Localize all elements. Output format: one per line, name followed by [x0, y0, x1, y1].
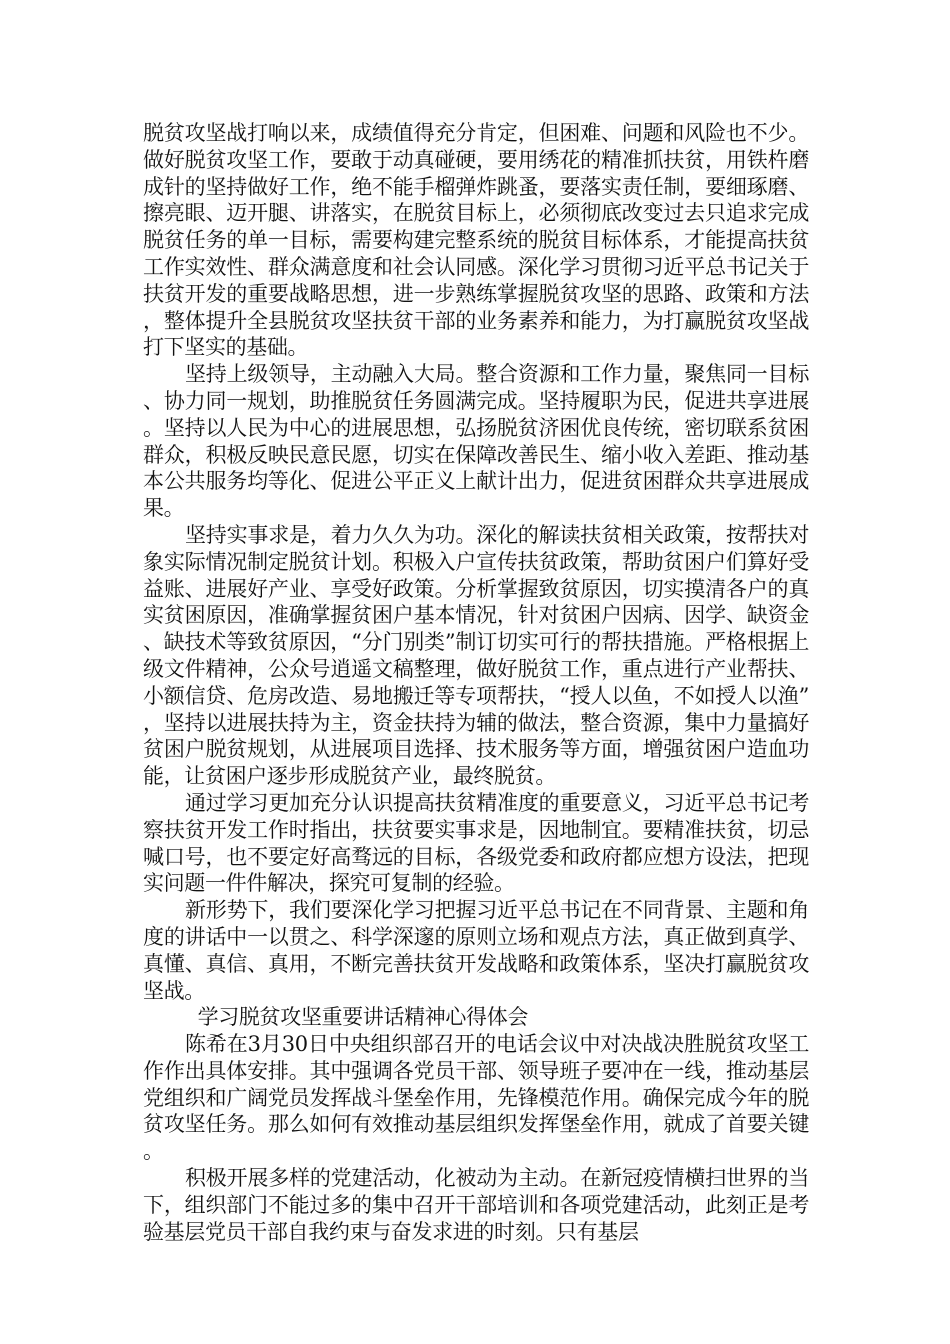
- paragraph-5: 新形势下，我们要深化学习把握习近平总书记在不同背景、主题和角度的讲话中一以贯之、科学深邃的原则立场和观点方法，真正做到真学、真懂、真信、真用，不断完善扶贫开发战略和政策体系，坚决打赢脱贫攻坚战。: [143, 898, 809, 1003]
- paragraph-1: 脱贫攻坚战打响以来，成绩值得充分肯定，但困难、问题和风险也不少。做好脱贫攻坚工作，要敢于动真碰硬，要用绣花的精准抓扶贫，用铁杵磨成针的坚持做好工作，绝不能手榴弹炸跳蚤，要落实责任制，要细琢磨、擦亮眼、迈开腿、讲落实，在脱贫目标上，必须彻底改变过去只追求完成脱贫任务的单一目标，需要构建完整系统的脱贫目标体系，才能提高扶贫工作实效性、群众满意度和社会认同感。深化学习贯彻习近平总书记关于扶贫开发的重要战略思想，进一步熟练掌握脱贫攻坚的思路、政策和方法，整体提升全县脱贫攻坚扶贫干部的业务素养和能力，为打赢脱贫攻坚战打下坚实的基础。: [143, 121, 809, 360]
- paragraph-6: 陈希在3月30日中央组织部召开的电话会议中对决战决胜脱贫攻坚工作作出具体安排。其中强调各党员干部、领导班子要冲在一线，推动基层党组织和广阔党员发挥战斗堡垒作用，先锋模范作用。确保完成今年的脱贫攻坚任务。那么如何有效推动基层组织发挥堡垒作用，就成了首要关键。: [143, 1032, 809, 1164]
- paragraph-2: 坚持上级领导，主动融入大局。整合资源和工作力量，聚焦同一目标、协力同一规划，助推脱贫任务圆满完成。坚持履职为民，促进共享进展。坚持以人民为中心的进展思想，弘扬脱贫济困优良传统，密切联系贫困群众，积极反映民意民愿，切实在保障改善民生、缩小收入差距、推动基本公共服务均等化、促进公平正义上献计出力，促进贫困群众共享进展成果。: [143, 362, 809, 521]
- section-heading: 学习脱贫攻坚重要讲话精神心得体会: [197, 1005, 528, 1030]
- paragraph-4: 通过学习更加充分认识提高扶贫精准度的重要意义，习近平总书记考察扶贫开发工作时指出，扶贫要实事求是，因地制宜。要精准扶贫，切忌喊口号，也不要定好高骛远的目标，各级党委和政府都应想方设法，把现实问题一件件解决，探究可复制的经验。: [143, 790, 809, 896]
- paragraph-7: 积极开展多样的党建活动，化被动为主动。在新冠疫情横扫世界的当下，组织部门不能过多的集中召开干部培训和各项党建活动，此刻正是考验基层党员干部自我约束与奋发求进的时刻。只有基层: [143, 1166, 809, 1244]
- document-page: [143, 120, 809, 1245]
- paragraph-3: 坚持实事求是，着力久久为功。深化的解读扶贫相关政策，按帮扶对象实际情况制定脱贫计划。积极入户宣传扶贫政策，帮助贫困户们算好受益账、进展好产业、享受好政策。分析掌握致贫原因，切实摸清各户的真实贫困原因，准确掌握贫困户基本情况，针对贫困户因病、因学、缺资金、缺技术等致贫原因，“分门别类”制订切实可行的帮扶措施。严格根据上级文件精神，公众号逍遥文稿整理，做好脱贫工作，重点进行产业帮扶、小额信贷、危房改造、易地搬迁等专项帮扶，“授人以鱼，不如授人以渔”，坚持以进展扶持为主，资金扶持为辅的做法，整合资源，集中力量搞好贫困户脱贫规划，从进展项目选择、技术服务等方面，增强贫困户造血功能，让贫困户逐步形成脱贫产业，最终脱贫。: [143, 522, 809, 789]
